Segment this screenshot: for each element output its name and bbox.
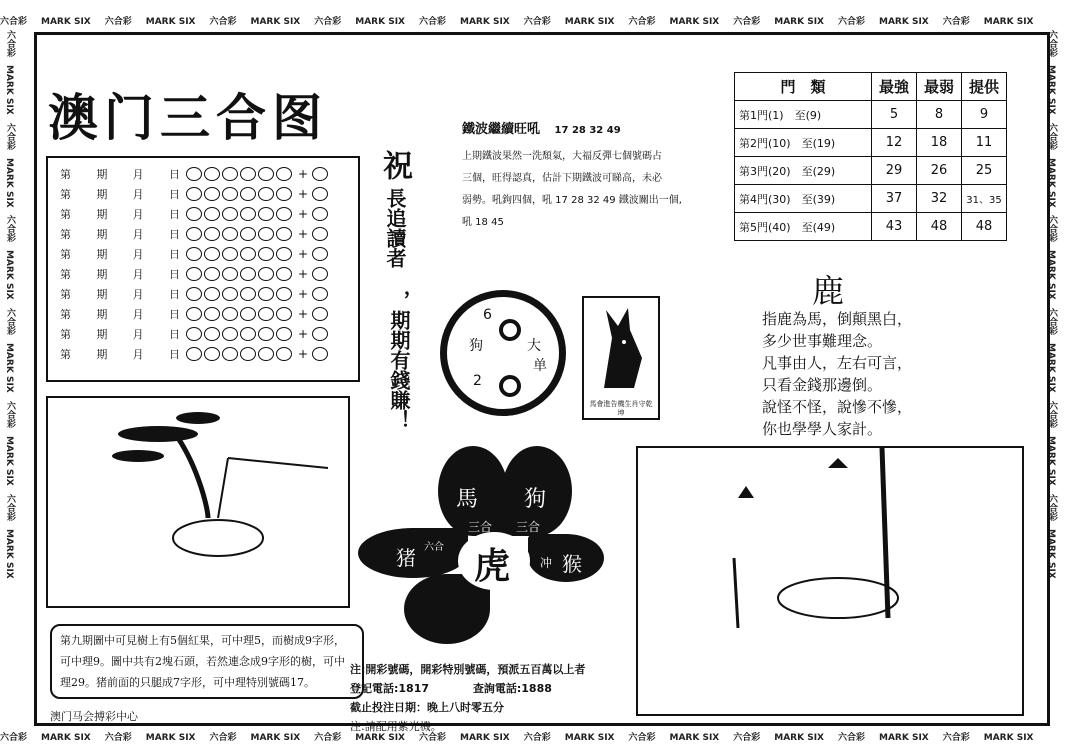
number-circle — [276, 207, 292, 221]
period-period: 期 — [96, 347, 108, 361]
border-mark-text: MARK SIX — [4, 528, 14, 579]
plus-sign: + — [298, 306, 309, 321]
border-mark-text: MARK SIX — [4, 343, 14, 393]
border-mark-text: MARK SIX — [983, 17, 1034, 27]
border-brand-text: 六合彩 — [1047, 122, 1057, 150]
border-brand-text: 六合彩 — [5, 493, 15, 521]
period-row — [60, 264, 330, 283]
table-cell-strong: 29 — [872, 157, 917, 185]
period-row-label — [60, 346, 186, 362]
number-circle — [240, 247, 256, 261]
period-month: 月 — [132, 307, 144, 321]
flower-dog: 狗 — [524, 487, 547, 512]
table-cell-door: 第2門(10) 至(19) — [735, 129, 872, 157]
deer-poem-line: 說怪不怪，說慘不慘， — [762, 398, 913, 416]
wave-line-3: 弱勢。吼鉤四個，吼 17 28 32 49 鐵波關出一個, — [462, 195, 682, 206]
border-mark-text: MARK SIX — [1046, 343, 1056, 393]
number-circle — [240, 307, 256, 321]
number-circle — [276, 187, 292, 201]
period-month: 月 — [132, 327, 144, 341]
number-circle — [240, 167, 256, 181]
period-period: 期 — [96, 247, 108, 261]
period-row-label — [60, 326, 186, 342]
period-qi: 第 — [60, 187, 71, 201]
period-month: 月 — [132, 247, 144, 261]
deer-poem-line: 多少世事難理念。 — [762, 332, 883, 350]
table-cell-strong: 43 — [872, 213, 917, 241]
border-brand-text: 六合彩 — [523, 733, 551, 743]
border-brand-text: 六合彩 — [5, 122, 15, 150]
border-brand-text: 六合彩 — [838, 17, 866, 27]
border-brand-text: 六合彩 — [733, 17, 761, 27]
deer-poem — [762, 308, 912, 440]
border-brand-text: 六合彩 — [942, 733, 970, 743]
border-mark-text: MARK SIX — [983, 733, 1034, 743]
number-circle — [276, 347, 292, 361]
wave-heading-text: 鐵波繼續旺吼 — [462, 122, 541, 137]
number-circle — [276, 247, 292, 261]
border-mark-text: MARK SIX — [669, 17, 720, 27]
number-circle — [222, 287, 238, 301]
border-mark-text: MARK SIX — [879, 17, 929, 27]
deer-illustration — [636, 446, 1024, 716]
border-brand-text: 六合彩 — [733, 733, 761, 743]
period-period: 期 — [96, 307, 108, 321]
period-row — [60, 344, 330, 363]
number-circle — [204, 227, 220, 241]
period-day: 日 — [168, 347, 180, 361]
plus-sign: + — [298, 346, 309, 361]
table-cell-door: 第5門(40) 至(49) — [735, 213, 872, 241]
number-circle — [276, 327, 292, 341]
number-circle — [240, 347, 256, 361]
period-row-label — [60, 226, 186, 242]
period-qi: 第 — [60, 247, 71, 261]
period-row — [60, 184, 330, 203]
border-mark-text: MARK SIX — [250, 733, 301, 743]
number-circle — [276, 227, 292, 241]
page-title: 澳门三合图 — [48, 88, 328, 147]
border-mark-text: MARK SIX — [355, 733, 405, 743]
special-number-circle — [312, 207, 328, 221]
number-circle — [186, 287, 202, 301]
number-circle — [240, 207, 256, 221]
plus-sign: + — [298, 206, 309, 221]
table-header-cell: 提供 — [962, 73, 1007, 101]
zodiac-flower — [356, 446, 606, 646]
number-circle — [204, 207, 220, 221]
border-mark-text: MARK SIX — [4, 435, 14, 486]
special-number-circle — [312, 187, 328, 201]
deer-poem-line: 指鹿為馬，倒顛黑白， — [762, 310, 913, 328]
number-circle — [204, 287, 220, 301]
query-phone: 查詢電話:1888 — [472, 682, 552, 695]
special-number-circle — [312, 327, 328, 341]
table-cell-offer: 25 — [962, 157, 1007, 185]
number-circle — [204, 167, 220, 181]
border-brand-text: 六合彩 — [0, 17, 28, 27]
border-mark-text: MARK SIX — [145, 17, 196, 27]
table-cell-weak: 26 — [917, 157, 962, 185]
circle-right-word: 大 — [527, 338, 541, 354]
number-circle — [186, 267, 202, 281]
period-period: 期 — [96, 227, 108, 241]
period-month: 月 — [132, 187, 144, 201]
number-circle — [186, 167, 202, 181]
table-cell-weak: 48 — [917, 213, 962, 241]
border-brand-text: 六合彩 — [942, 17, 970, 27]
table-cell-offer: 48 — [962, 213, 1007, 241]
special-number-circle — [312, 267, 328, 281]
border-brand-text: 六合彩 — [628, 733, 656, 743]
number-circle — [222, 187, 238, 201]
period-row — [60, 284, 330, 303]
wave-line-4: 吼 18 45 — [462, 217, 504, 228]
border-mark-text: MARK SIX — [1046, 250, 1056, 301]
border-brand-text: 六合彩 — [209, 733, 237, 743]
number-circle — [258, 187, 274, 201]
border-mark-text: MARK SIX — [669, 733, 720, 743]
circle-top-dot — [499, 319, 521, 341]
border-mark-text: MARK SIX — [41, 17, 91, 27]
period-qi: 第 — [60, 207, 71, 221]
number-circle — [258, 327, 274, 341]
table-row — [735, 185, 1007, 213]
period-qi: 第 — [60, 307, 71, 321]
number-circle — [186, 227, 202, 241]
border-mark-text: MARK SIX — [1046, 65, 1056, 115]
plus-sign: + — [298, 266, 309, 281]
number-circle — [222, 207, 238, 221]
special-number-circle — [312, 287, 328, 301]
plus-sign: + — [298, 186, 309, 201]
period-row — [60, 324, 330, 343]
plus-sign: + — [298, 166, 309, 181]
period-month: 月 — [132, 287, 144, 301]
period-row — [60, 224, 330, 243]
footer-phones — [350, 679, 630, 698]
period-qi: 第 — [60, 287, 71, 301]
number-circle — [222, 327, 238, 341]
deer-char: 鹿 — [812, 272, 845, 310]
number-circle — [186, 307, 202, 321]
horse-caption: 馬會進告機生肖守乾坤 — [589, 400, 653, 417]
border-brand-text: 六合彩 — [1047, 215, 1057, 243]
table-cell-strong: 5 — [872, 101, 917, 129]
table-cell-strong: 37 — [872, 185, 917, 213]
pig-illustration — [46, 396, 350, 608]
flower-horse: 馬 — [456, 487, 479, 512]
period-period: 期 — [96, 267, 108, 281]
special-number-circle — [312, 347, 328, 361]
special-number-circle — [312, 247, 328, 261]
border-brand-text: 六合彩 — [1047, 400, 1057, 428]
period-qi: 第 — [60, 327, 71, 341]
table-cell-weak: 8 — [917, 101, 962, 129]
period-period: 期 — [96, 207, 108, 221]
table-cell-weak: 18 — [917, 129, 962, 157]
number-circle — [222, 167, 238, 181]
number-circle — [186, 187, 202, 201]
period-month: 月 — [132, 207, 144, 221]
number-circle — [204, 327, 220, 341]
number-circle — [258, 287, 274, 301]
period-day: 日 — [168, 187, 180, 201]
border-brand-text: 六合彩 — [104, 17, 132, 27]
number-circle — [276, 307, 292, 321]
period-row — [60, 164, 330, 183]
blessing-big-char: 祝 — [377, 150, 412, 180]
table-row — [735, 129, 1007, 157]
horse-head-icon — [584, 298, 658, 396]
border-brand-text: 六合彩 — [1047, 308, 1057, 336]
number-circle — [258, 207, 274, 221]
circle-bottom-number: 2 — [473, 373, 482, 389]
wave-line-2: 三個，旺得認真，估計下期鐵波可睇高，未必 — [462, 173, 662, 184]
border-mark-text: MARK SIX — [564, 733, 615, 743]
number-circle — [240, 287, 256, 301]
period-row — [60, 244, 330, 263]
wave-line-1: 上期鐵波果然一洗頹氣，大福反彈七個號碼占 — [462, 151, 662, 162]
table-row — [735, 101, 1007, 129]
table-header-cell: 最強 — [872, 73, 917, 101]
wave-heading-numbers: 17 28 32 49 — [554, 125, 621, 136]
period-day: 日 — [168, 287, 180, 301]
table-cell-offer: 11 — [962, 129, 1007, 157]
border-brand-text: 六合彩 — [419, 17, 447, 27]
number-circle — [186, 347, 202, 361]
zodiac-circle — [440, 290, 566, 416]
border-mark-text: MARK SIX — [250, 17, 301, 27]
special-number-circle — [312, 227, 328, 241]
border-brand-text: 六合彩 — [419, 733, 447, 743]
border-brand-text: 六合彩 — [523, 17, 551, 27]
deer-poem-line: 只看金錢那邊倒。 — [762, 376, 883, 394]
border-mark-text: MARK SIX — [1046, 528, 1056, 579]
border-brand-text: 六合彩 — [1047, 30, 1057, 57]
number-circle — [276, 167, 292, 181]
number-circle — [240, 267, 256, 281]
number-circle — [258, 267, 274, 281]
wave-paragraph — [462, 146, 702, 234]
border-mark-text: MARK SIX — [1046, 157, 1056, 208]
table-header-cell: 門 類 — [735, 73, 872, 101]
flower-chong: 冲 — [540, 556, 553, 570]
period-day: 日 — [168, 167, 180, 181]
blessing-line2: ，期期有錢賺！ — [387, 290, 411, 430]
period-day: 日 — [168, 247, 180, 261]
number-circle — [240, 327, 256, 341]
border-brand-text: 六合彩 — [5, 308, 15, 336]
border-brand-text: 六合彩 — [104, 733, 132, 743]
plus-sign: + — [298, 246, 309, 261]
number-circle — [204, 307, 220, 321]
register-phone: 登記電話:1817 — [350, 682, 430, 695]
plus-sign: + — [298, 226, 309, 241]
flower-liuhe: 六合 — [424, 542, 444, 553]
number-circle — [222, 247, 238, 261]
wave-heading — [462, 118, 662, 137]
flower-sanhe-1: 三合 — [468, 520, 493, 534]
border-mark-text: MARK SIX — [1046, 435, 1056, 486]
border-mark-text: MARK SIX — [4, 157, 14, 208]
period-day: 日 — [168, 307, 180, 321]
number-circle — [204, 267, 220, 281]
number-circle — [204, 187, 220, 201]
period-qi: 第 — [60, 267, 71, 281]
circle-left-word: 狗 — [469, 338, 483, 354]
deer-poem-line: 你也學學人家計。 — [762, 420, 883, 438]
border-mark-text: MARK SIX — [145, 733, 196, 743]
number-circle — [204, 347, 220, 361]
table-row — [735, 213, 1007, 241]
number-circle — [258, 167, 274, 181]
pig-tree-drawing — [48, 398, 348, 606]
border-mark-text: MARK SIX — [774, 17, 824, 27]
circle-top-number: 6 — [483, 307, 492, 323]
circle-bottom-dot — [499, 375, 521, 397]
period-row-label — [60, 166, 186, 182]
riddle-text: 第九期圖中可見樹上有5個紅果，可中理5，而樹成9字形，可中理9。圖中共有2塊石頭，若然連念成9字形的樹，可中理29。猪前面的只腿成7字形，可中理特別號碼17。 — [50, 624, 364, 699]
period-month: 月 — [132, 167, 144, 181]
period-month: 月 — [132, 267, 144, 281]
number-circle — [276, 267, 292, 281]
period-row — [60, 204, 330, 223]
table-header-row — [735, 73, 1007, 101]
period-month: 月 — [132, 347, 144, 361]
number-circle — [222, 347, 238, 361]
flower-tiger: 虎 — [474, 546, 511, 587]
border-mark-text: MARK SIX — [879, 733, 929, 743]
period-row-label — [60, 306, 186, 322]
footer-info — [350, 660, 630, 736]
period-row-label — [60, 246, 186, 262]
number-circle — [222, 307, 238, 321]
flower-sanhe-2: 三合 — [516, 520, 541, 534]
border-brand-text: 六合彩 — [5, 400, 15, 428]
table-cell-door: 第3門(20) 至(29) — [735, 157, 872, 185]
period-row-label — [60, 286, 186, 302]
number-circle — [186, 247, 202, 261]
table-header-cell: 最弱 — [917, 73, 962, 101]
border-mark-text: MARK SIX — [460, 733, 510, 743]
footer-center-name: 澳门马会搏彩中心 — [50, 710, 138, 723]
border-mark-text: MARK SIX — [355, 17, 405, 27]
special-number-circle — [312, 167, 328, 181]
period-qi: 第 — [60, 167, 71, 181]
flower-pig: 猪 — [396, 546, 416, 570]
period-period: 期 — [96, 327, 108, 341]
period-row-label — [60, 186, 186, 202]
number-circle — [186, 207, 202, 221]
period-period: 期 — [96, 287, 108, 301]
border-brand-text: 六合彩 — [0, 733, 28, 743]
table-cell-weak: 32 — [917, 185, 962, 213]
number-circle — [258, 347, 274, 361]
period-day: 日 — [168, 207, 180, 221]
table-row — [735, 157, 1007, 185]
number-circle — [258, 307, 274, 321]
border-mark-text: MARK SIX — [4, 65, 14, 115]
border-brand-text: 六合彩 — [314, 17, 342, 27]
plus-sign: + — [298, 326, 309, 341]
table-cell-door: 第1門(1) 至(9) — [735, 101, 872, 129]
number-circle — [222, 227, 238, 241]
table-cell-offer: 31、35 — [962, 185, 1007, 213]
number-circle — [276, 287, 292, 301]
special-number-circle — [312, 307, 328, 321]
number-circle — [186, 327, 202, 341]
deer-poem-line: 凡事由人，左右可言， — [762, 354, 913, 372]
border-mark-text: MARK SIX — [41, 733, 91, 743]
period-day: 日 — [168, 267, 180, 281]
number-circle — [258, 247, 274, 261]
period-qi: 第 — [60, 347, 71, 361]
door-table — [734, 72, 1007, 241]
footer-note-2: 注:請配用紫光機。 — [350, 720, 442, 733]
border-mark-text: MARK SIX — [774, 733, 824, 743]
period-qi: 第 — [60, 227, 71, 241]
period-row-label — [60, 206, 186, 222]
horse-box — [582, 296, 660, 420]
deer-drawing — [638, 448, 1022, 714]
period-row — [60, 304, 330, 323]
footer-deadline: 截止投注日期：晚上八时零五分 — [350, 701, 504, 714]
footer-note-1: 注:開彩號碼，開彩特別號碼，預派五百萬以上者 — [350, 663, 586, 676]
period-month: 月 — [132, 227, 144, 241]
number-circle — [240, 187, 256, 201]
table-cell-strong: 12 — [872, 129, 917, 157]
table-cell-offer: 9 — [962, 101, 1007, 129]
period-period: 期 — [96, 167, 108, 181]
border-brand-text: 六合彩 — [5, 215, 15, 243]
border-mark-text: MARK SIX — [564, 17, 615, 27]
period-day: 日 — [168, 227, 180, 241]
flower-monkey: 猴 — [562, 552, 582, 576]
border-brand-text: 六合彩 — [314, 733, 342, 743]
number-circle — [258, 227, 274, 241]
period-day: 日 — [168, 327, 180, 341]
period-period: 期 — [96, 187, 108, 201]
border-brand-text: 六合彩 — [5, 30, 15, 57]
top-border-strip — [0, 14, 1080, 30]
border-brand-text: 六合彩 — [628, 17, 656, 27]
border-brand-text: 六合彩 — [1047, 493, 1057, 521]
number-circle — [240, 227, 256, 241]
border-mark-text: MARK SIX — [4, 250, 14, 301]
border-brand-text: 六合彩 — [838, 733, 866, 743]
circle-right-word-2: 单 — [533, 358, 547, 374]
blessing-line1: 長追讀者 — [383, 188, 407, 268]
border-brand-text: 六合彩 — [209, 17, 237, 27]
number-circle — [222, 267, 238, 281]
plus-sign: + — [298, 286, 309, 301]
border-mark-text: MARK SIX — [460, 17, 510, 27]
table-cell-door: 第4門(30) 至(39) — [735, 185, 872, 213]
left-border-strip — [4, 30, 30, 730]
number-circle — [204, 247, 220, 261]
period-row-label — [60, 266, 186, 282]
